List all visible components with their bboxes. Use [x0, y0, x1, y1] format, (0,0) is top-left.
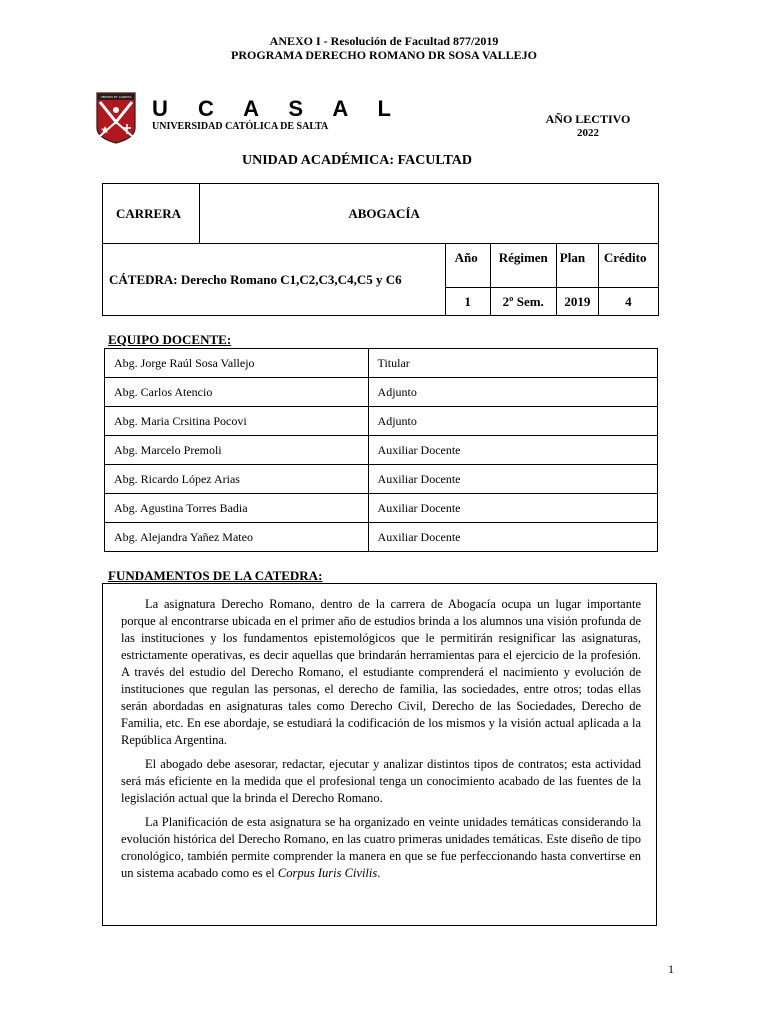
fundamentos-paragraph-2: El abogado debe asesorar, redactar, ejecutar y analizar distintos tipos de contratos; esta actividad será más eficiente en la medida que el profesional tenga un conocimiento acabado de las fuentes de la legislación actual que la brinda el Derecho Romano. [121, 757, 641, 805]
ano-lectivo-label: AÑO LECTIVO [545, 112, 631, 126]
document-header-line1: ANEXO I - Resolución de Facultad 877/2019 [269, 34, 499, 48]
fundamentos-heading: FUNDAMENTOS DE LA CATEDRA: [108, 568, 323, 583]
member-name: Abg. Maria Crsitina Pocovi [105, 407, 369, 436]
ano-value: 1 [445, 288, 490, 316]
ucasal-subtitle: UNIVERSIDAD CATÓLICA DE SALTA [152, 121, 329, 132]
ano-lectivo-year: 2022 [577, 127, 599, 139]
member-role: Auxiliar Docente [368, 523, 657, 552]
fundamentos-text [121, 596, 641, 889]
fundamentos-paragraph-1: La asignatura Derecho Romano, dentro de la carrera de Abogacía ocupa un lugar importante porque al encontrarse ubicada en el primer año de estudios brinda a los alumnos una visión profunda de las instituciones y los fundamentos epistemológicos que le permitirán resignificar las asignaturas, estrictamente operativas, es decir aquellas que brindarán herramientas para el ejercicio de la profesión. A través del estudio del Derecho Romano, el estudiante comprenderá el nacimiento y evolución de instituciones que regulan las personas, el derecho de familia, las sociedades, entre otros; todas ellas serán abordadas en asignaturas tales como Derecho Civil, Derecho de las Sociedades, Derecho de Familia, etc. En ese abordaje, se estudiará la codificación de los mismos y la visión actual aplicada a la República Argentina. [121, 597, 641, 747]
col-credito-header: Crédito [598, 244, 658, 288]
corpus-iuris-civilis: Corpus Iuris Civilis [277, 866, 378, 880]
fundamentos-paragraph-3 [121, 814, 641, 882]
member-name: Abg. Alejandra Yañez Mateo [105, 523, 369, 552]
member-role: Auxiliar Docente [368, 494, 657, 523]
member-name: Abg. Ricardo López Arias [105, 465, 369, 494]
ucasal-shield-logo [96, 92, 136, 144]
table-row [105, 436, 658, 465]
regimen-value: 2º Sem. [490, 288, 556, 316]
plan-value: 2019 [556, 288, 598, 316]
member-name: Abg. Agustina Torres Badia [105, 494, 369, 523]
carrera-label: CARRERA [103, 184, 200, 244]
table-row [105, 349, 658, 378]
member-role: Auxiliar Docente [368, 465, 657, 494]
equipo-docente-table [104, 348, 658, 552]
shield-motto: VERITAS ET CARITAS [100, 95, 132, 99]
member-name: Abg. Marcelo Premoli [105, 436, 369, 465]
paragraph-3-end: . [377, 866, 381, 880]
member-role: Adjunto [368, 407, 657, 436]
col-plan-header: Plan [556, 244, 598, 288]
member-role: Adjunto [368, 378, 657, 407]
fundamentos-box [102, 583, 657, 926]
credito-value: 4 [598, 288, 658, 316]
member-name: Abg. Jorge Raúl Sosa Vallejo [105, 349, 369, 378]
table-row [105, 378, 658, 407]
paragraph-3-text: La Planificación de esta asignatura se ha organizado en veinte unidades temáticas considerando la evolución histórica del Derecho Romano, en las cuatro primeras unidades temáticas. Este diseño de tipo cronológico, también permite comprender la manera en que se fue perfeccionando hasta convertirse en un sistema acabado como es el [121, 815, 641, 880]
table-row [105, 523, 658, 552]
col-regimen-header: Régimen [490, 244, 556, 288]
col-ano-header: Año [445, 244, 490, 288]
member-role: Auxiliar Docente [368, 436, 657, 465]
document-header-line2: PROGRAMA DERECHO ROMANO DR SOSA VALLEJO [231, 48, 537, 62]
unidad-academica: UNIDAD ACADÉMICA: FACULTAD [242, 153, 472, 168]
equipo-docente-heading: EQUIPO DOCENTE: [108, 332, 232, 347]
table-row [105, 465, 658, 494]
carrera-value: ABOGACÍA [200, 184, 659, 244]
ucasal-title: U C A S A L [152, 96, 403, 121]
table-row [105, 407, 658, 436]
member-role: Titular [368, 349, 657, 378]
page-number: 1 [668, 962, 674, 976]
carrera-table [102, 183, 659, 316]
member-name: Abg. Carlos Atencio [105, 378, 369, 407]
catedra-value: CÁTEDRA: Derecho Romano C1,C2,C3,C4,C5 y C6 [103, 244, 446, 316]
table-row [105, 494, 658, 523]
